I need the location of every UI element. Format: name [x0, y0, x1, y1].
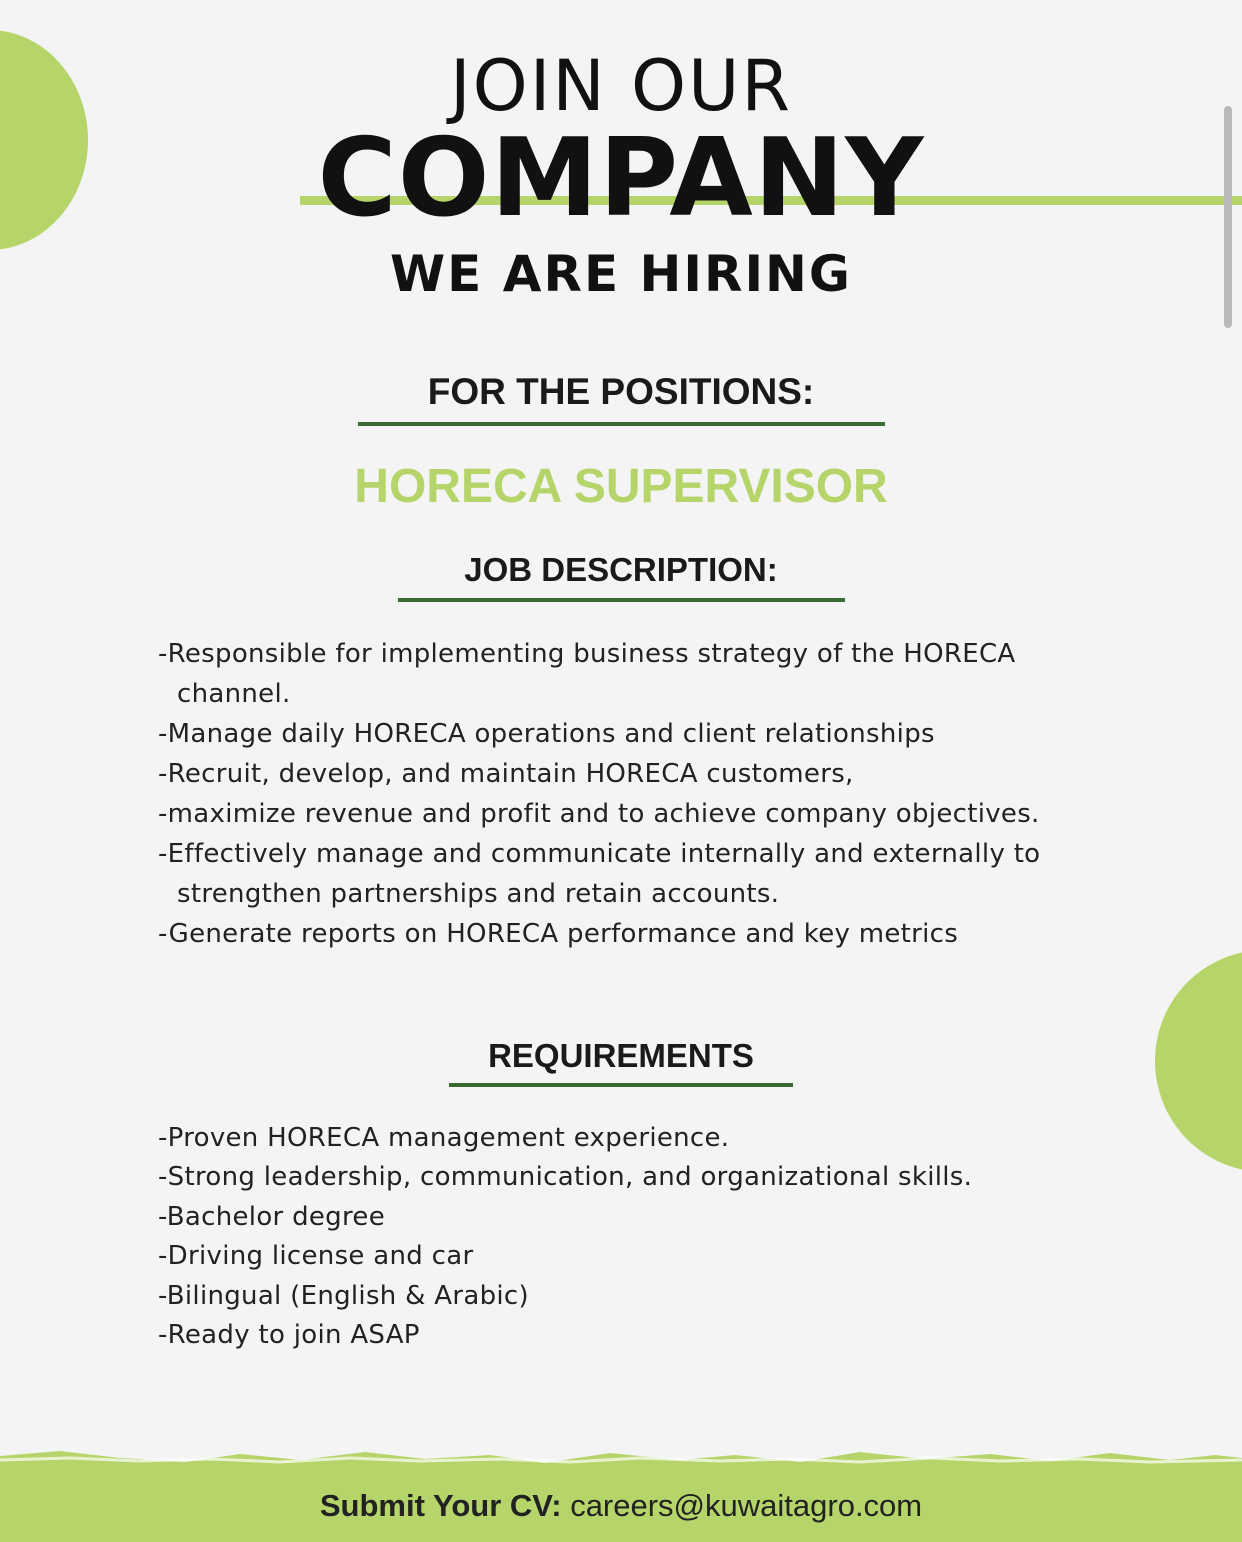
list-item: -Bilingual (English & Arabic) [158, 1280, 529, 1311]
job-description-list [158, 634, 1107, 954]
job-description-heading: JOB DESCRIPTION: [464, 551, 778, 588]
headline-company: COMPANY [317, 116, 925, 241]
requirements-heading: REQUIREMENTS [488, 1037, 754, 1074]
footer-label: Submit Your CV: [319, 1488, 562, 1523]
list-item: -Effectively manage and communicate internally and externally to strengthen partnerships and retain accounts. [158, 839, 1041, 909]
footer-email-link[interactable]: careers@kuwaitagro.com [570, 1488, 923, 1523]
list-item: -Generate reports on HORECA performance and key metrics [158, 919, 959, 949]
list-item: -Bachelor degree [158, 1201, 385, 1232]
list-item: -Responsible for implementing business strategy of the HORECA channel. [158, 639, 1016, 709]
list-item: -Proven HORECA management experience. [158, 1123, 730, 1153]
position-title: HORECA SUPERVISOR [354, 460, 888, 513]
list-item: -Strong leadership, communication, and organizational skills. [158, 1162, 973, 1193]
footer-cv-line [0, 1486, 1242, 1526]
list-item: -maximize revenue and profit and to achieve company objectives. [158, 799, 1040, 829]
list-item: -Recruit, develop, and maintain HORECA customers, [158, 759, 854, 789]
headline-we-are-hiring: WE ARE HIRING [390, 245, 852, 303]
job-description-underline [398, 598, 845, 602]
list-item: -Manage daily HORECA operations and client relationships [158, 719, 935, 749]
positions-underline [358, 422, 885, 426]
requirements-underline [449, 1083, 793, 1087]
list-item: -Driving license and car [158, 1241, 474, 1272]
headline-join-our: JOIN OUR [450, 45, 792, 127]
requirements-list [158, 1119, 972, 1355]
positions-heading: FOR THE POSITIONS: [427, 371, 815, 412]
list-item: -Ready to join ASAP [158, 1320, 420, 1351]
